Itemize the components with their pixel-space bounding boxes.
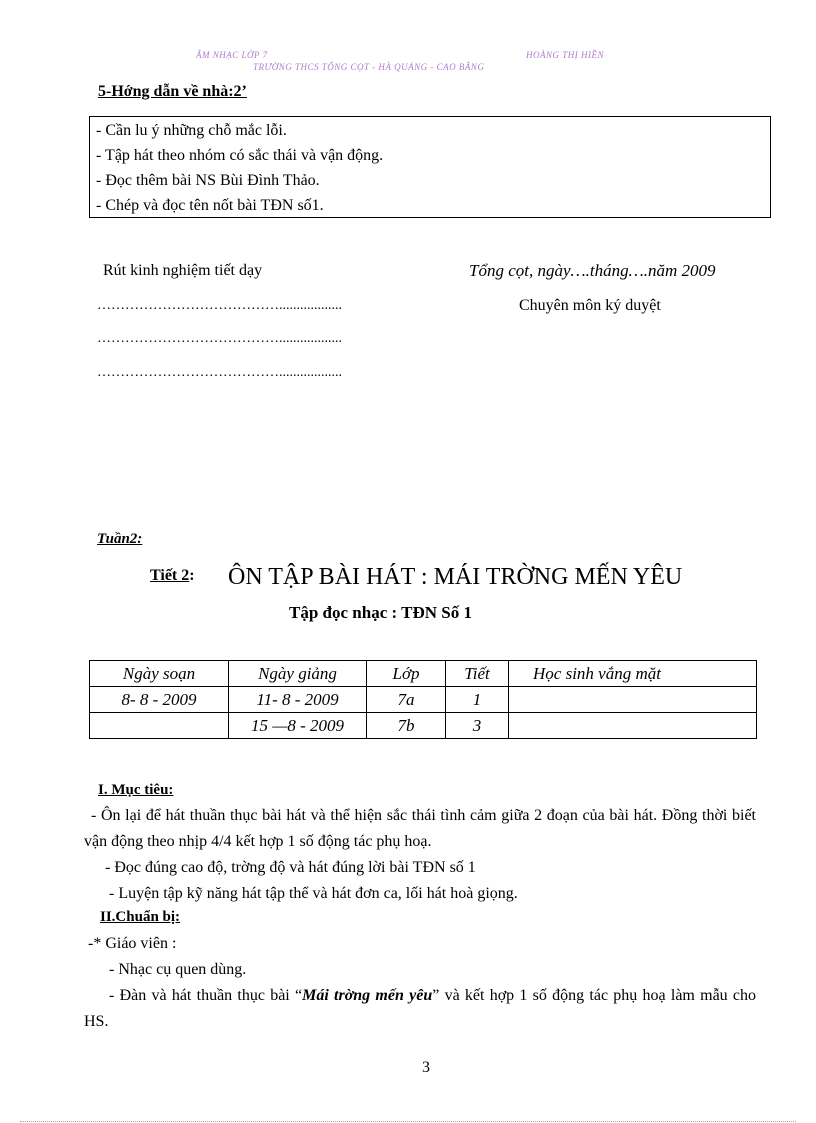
table-row: [90, 687, 757, 713]
table-cell: 8- 8 - 2009: [90, 687, 229, 713]
period-label: [150, 567, 195, 585]
objective-paragraph: - Luyện tập kỹ năng hát tập thể và hát đơn ca, lối hát hoà giọng.: [109, 885, 518, 902]
table-cell: 11- 8 - 2009: [229, 687, 367, 713]
homework-item: - Cần lu ý những chỗ mắc lỗi.: [96, 122, 287, 139]
period-colon: :: [189, 567, 195, 584]
table-cell: 3: [446, 713, 509, 739]
table-cell: 1: [446, 687, 509, 713]
week-label: Tuần2:: [97, 531, 143, 547]
dotted-line: …………………………………..................: [97, 331, 342, 346]
objectives-body: [84, 803, 756, 907]
page-number: 3: [422, 1059, 430, 1076]
col-header-class: Lớp: [367, 661, 446, 687]
table-cell: 7b: [367, 713, 446, 739]
period-number: Tiết 2: [150, 567, 190, 584]
homework-item: - Chép và đọc tên nốt bài TĐN số1.: [96, 197, 324, 214]
col-header-teach-date: Ngày giảng: [229, 661, 367, 687]
approval-label: Chuyên môn ký duyệt: [519, 297, 661, 314]
preparation-item-prefix: - Đàn và hát thuần thục bài “: [109, 987, 303, 1004]
table-row: [90, 713, 757, 739]
table-cell: [509, 687, 757, 713]
objective-paragraph: - Ôn lại để hát thuần thục bài hát và thể hiện sắc thái tình cảm giữa 2 đoạn của bài hát. Đồng thời biết vận động theo nhịp 4/4 kết hợp 1 số động tác phụ hoạ.: [84, 807, 756, 850]
homework-item: - Tập hát theo nhóm có sắc thái và vận động.: [96, 147, 384, 164]
table-cell: 15 —8 - 2009: [229, 713, 367, 739]
homework-item: - Đọc thêm bài NS Bùi Đình Thảo.: [96, 172, 320, 189]
table-header-row: [90, 661, 757, 687]
preparation-body: [84, 931, 756, 1035]
experience-title: Rút kinh nghiệm tiết dạy: [103, 262, 263, 279]
homework-box: [89, 116, 771, 218]
date-line: Tổng cọt, ngày….tháng….năm 2009: [469, 261, 716, 280]
schedule-table: [89, 660, 757, 739]
header-teacher: HOÀNG THỊ HIỀN: [526, 50, 604, 60]
table-cell: [90, 713, 229, 739]
table-cell: [509, 713, 757, 739]
table-cell: 7a: [367, 687, 446, 713]
preparation-heading: II.Chuẩn bị:: [100, 909, 181, 925]
col-header-prep-date: Ngày soạn: [90, 661, 229, 687]
footer-divider: [20, 1121, 796, 1122]
homework-heading: 5-Hớng dẫn về nhà:2’: [98, 83, 247, 100]
song-name: Mái trờng mến yêu: [302, 987, 433, 1004]
dotted-line: …………………………………..................: [97, 298, 342, 313]
col-header-absent: Học sinh vắng mặt: [509, 661, 757, 687]
header-school: TRƯỜNG THCS TỔNG CỌT - HÀ QUẢNG - CAO BẰNG: [253, 62, 485, 72]
objectives-heading: I. Mục tiêu:: [98, 782, 174, 798]
preparation-item: - Nhạc cụ quen dùng.: [109, 961, 247, 978]
teacher-label: -* Giáo viên :: [88, 935, 177, 952]
lesson-title: ÔN TẬP BÀI HÁT : MÁI TRỜNG MẾN YÊU: [228, 564, 683, 590]
preparation-item-suffix: ” và kết hợp 1 số động tác phụ hoạ làm mẫu cho HS.: [84, 987, 757, 1030]
col-header-period: Tiết: [446, 661, 509, 687]
preparation-item: [84, 983, 756, 1035]
dotted-line: …………………………………..................: [97, 365, 342, 380]
objective-paragraph: - Đọc đúng cao độ, trờng độ và hát đúng lời bài TĐN số 1: [105, 859, 476, 876]
header-subject: ÂM NHẠC LỚP 7: [196, 50, 268, 60]
lesson-subtitle: Tập đọc nhạc : TĐN Số 1: [289, 603, 472, 622]
